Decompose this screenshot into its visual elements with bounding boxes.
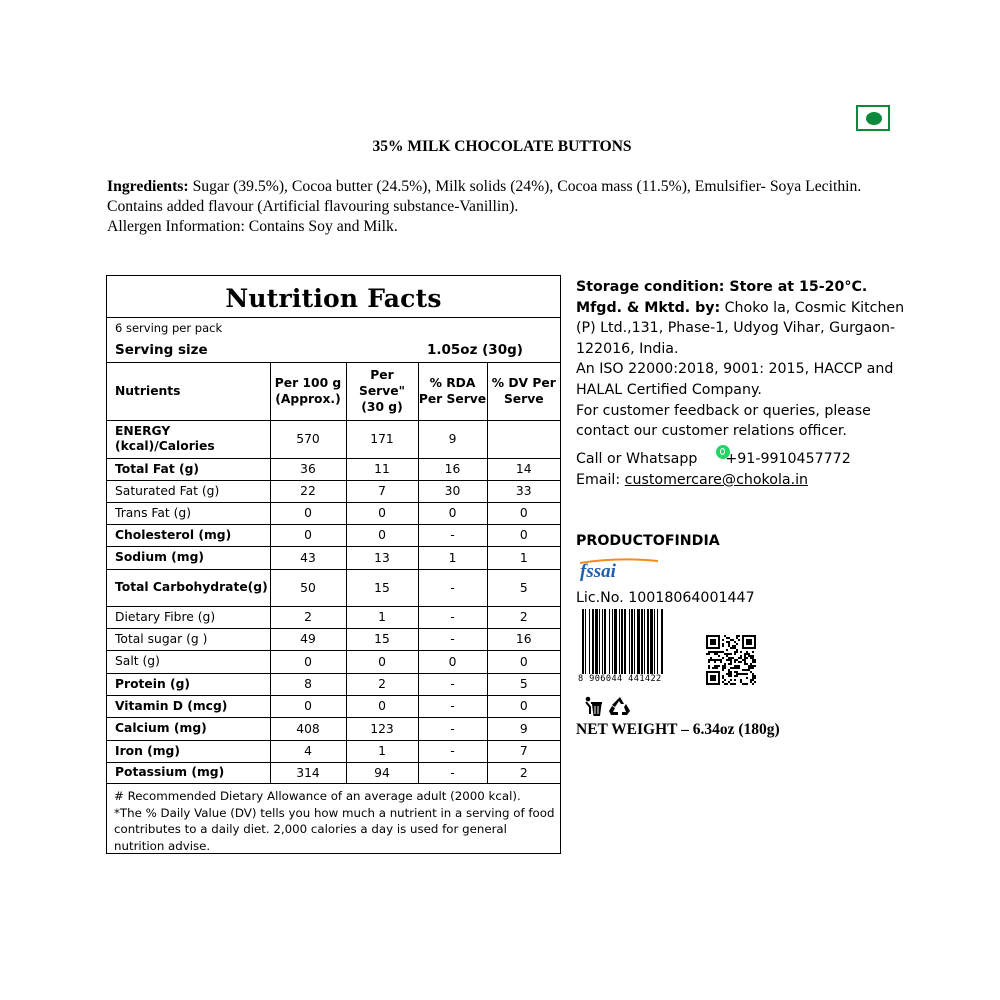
value-dv: 2 <box>487 762 560 783</box>
nutrient-name: Cholesterol (mg) <box>107 524 270 546</box>
svg-text:fssai: fssai <box>580 561 616 581</box>
value-per-100g: 0 <box>270 524 346 546</box>
veg-symbol-icon <box>856 105 890 131</box>
value-rda: 16 <box>418 458 487 480</box>
value-per-100g: 0 <box>270 650 346 673</box>
value-rda: - <box>418 762 487 783</box>
value-rda: - <box>418 717 487 740</box>
footnote-dv: *The % Daily Value (DV) tells you how much a nutrient in a serving of food contributes to a daily diet. 2,000 calories a day is used for general nutrition advise. <box>114 805 555 853</box>
table-row <box>107 673 560 695</box>
value-per-100g: 8 <box>270 673 346 695</box>
fssai-logo <box>578 557 662 581</box>
phone-line <box>576 451 851 467</box>
value-per-serve: 0 <box>346 695 418 717</box>
table-row <box>107 546 560 569</box>
storage-line <box>576 277 906 298</box>
nutrient-name: Calcium (mg) <box>107 717 270 740</box>
value-per-serve: 15 <box>346 569 418 606</box>
value-dv: 0 <box>487 650 560 673</box>
certification-text: An ISO 22000:2018, 9001: 2015, HACCP and HALAL Certified Company. <box>576 361 894 398</box>
header-per-serve: Per Serve" (30 g) <box>346 362 418 420</box>
ingredients-label: Ingredients: <box>107 178 189 195</box>
value-dv: 2 <box>487 606 560 628</box>
value-per-100g: 314 <box>270 762 346 783</box>
table-row <box>107 740 560 762</box>
value-per-100g: 2 <box>270 606 346 628</box>
nutrition-table <box>107 362 560 784</box>
value-per-serve: 123 <box>346 717 418 740</box>
value-per-serve: 94 <box>346 762 418 783</box>
value-dv: 14 <box>487 458 560 480</box>
value-per-100g: 0 <box>270 695 346 717</box>
header-per-100g: Per 100 g (Approx.) <box>270 362 346 420</box>
storage-label: Storage condition: <box>576 279 725 295</box>
table-row <box>107 502 560 524</box>
value-rda: - <box>418 695 487 717</box>
value-per-serve: 7 <box>346 480 418 502</box>
value-per-100g: 570 <box>270 420 346 458</box>
footnote-rda: # Recommended Dietary Allowance of an average adult (2000 kcal). <box>114 789 521 803</box>
nutrient-name: Total Carbohydrate(g) <box>107 569 270 606</box>
nutrient-name: ENERGY (kcal)/Calories <box>107 420 270 458</box>
nutrition-footnotes <box>114 788 556 854</box>
origin-label: PRODUCTOFINDIA <box>576 533 720 549</box>
recycle-icon <box>608 695 632 717</box>
value-rda: 1 <box>418 546 487 569</box>
value-per-100g: 43 <box>270 546 346 569</box>
value-dv: 7 <box>487 740 560 762</box>
value-per-100g: 49 <box>270 628 346 650</box>
table-row <box>107 628 560 650</box>
table-row <box>107 569 560 606</box>
serving-size-label: Serving size <box>115 342 208 358</box>
nutrition-facts-panel <box>106 275 561 854</box>
table-row <box>107 458 560 480</box>
nutrient-name: Sodium (mg) <box>107 546 270 569</box>
value-dv: 0 <box>487 524 560 546</box>
value-per-serve: 2 <box>346 673 418 695</box>
table-row <box>107 524 560 546</box>
nutrient-name: Vitamin D (mcg) <box>107 695 270 717</box>
value-per-100g: 50 <box>270 569 346 606</box>
value-per-serve: 11 <box>346 458 418 480</box>
value-dv <box>487 420 560 458</box>
value-dv: 5 <box>487 569 560 606</box>
table-row <box>107 717 560 740</box>
value-dv: 0 <box>487 502 560 524</box>
phone-number[interactable]: +91-9910457772 <box>725 451 851 467</box>
flavour-note: Contains added flavour (Artificial flavouring substance-Vanillin). <box>107 198 519 215</box>
value-per-100g: 36 <box>270 458 346 480</box>
value-rda: - <box>418 673 487 695</box>
value-dv: 33 <box>487 480 560 502</box>
product-title: 35% MILK CHOCOLATE BUTTONS <box>372 138 632 155</box>
header-dv: % DV Per Serve <box>487 362 560 420</box>
value-per-serve: 1 <box>346 606 418 628</box>
nutrient-name: Saturated Fat (g) <box>107 480 270 502</box>
qr-code <box>706 635 756 685</box>
ingredients-line <box>107 177 902 197</box>
nutrient-name: Total Fat (g) <box>107 458 270 480</box>
value-per-serve: 171 <box>346 420 418 458</box>
value-per-100g: 4 <box>270 740 346 762</box>
nutrient-name: Potassium (mg) <box>107 762 270 783</box>
feedback-text: For customer feedback or queries, please contact our customer relations officer. <box>576 402 871 440</box>
table-row <box>107 480 560 502</box>
whatsapp-label: Call or Whatsapp <box>576 451 698 467</box>
table-header-row <box>107 362 560 420</box>
email-line <box>576 472 808 488</box>
net-weight: NET WEIGHT – 6.34oz (180g) <box>576 721 780 738</box>
nutrient-name: Dietary Fibre (g) <box>107 606 270 628</box>
value-per-serve: 0 <box>346 502 418 524</box>
dustbin-icon <box>582 695 604 717</box>
value-per-serve: 1 <box>346 740 418 762</box>
serving-size-value: 1.05oz (30g) <box>427 342 523 358</box>
ingredients-block <box>107 177 902 237</box>
value-per-serve: 0 <box>346 524 418 546</box>
table-row <box>107 606 560 628</box>
nutrition-title: Nutrition Facts <box>225 284 442 313</box>
email-label: Email: <box>576 472 625 488</box>
manufacturer-line <box>576 298 906 360</box>
nutrient-name: Iron (mg) <box>107 740 270 762</box>
header-nutrients: Nutrients <box>107 362 270 420</box>
header-rda: % RDA Per Serve <box>418 362 487 420</box>
value-rda: - <box>418 740 487 762</box>
email-link[interactable]: customercare@chokola.in <box>624 472 809 488</box>
value-rda: - <box>418 606 487 628</box>
value-dv: 9 <box>487 717 560 740</box>
value-per-serve: 13 <box>346 546 418 569</box>
value-rda: - <box>418 524 487 546</box>
manufacturer-address: Choko la, Cosmic Kitchen (P) Ltd.,131, Phase-1, Udyog Vihar, Gurgaon-122016, India. <box>576 299 905 357</box>
value-rda: 0 <box>418 502 487 524</box>
ingredients-text: Sugar (39.5%), Cocoa butter (24.5%), Milk solids (24%), Cocoa mass (11.5%), Emulsifier- Soya Lecithin. <box>188 178 862 195</box>
table-row <box>107 695 560 717</box>
value-dv: 1 <box>487 546 560 569</box>
nutrient-name: Total sugar (g ) <box>107 628 270 650</box>
nutrient-name: Salt (g) <box>107 650 270 673</box>
value-rda: - <box>418 628 487 650</box>
table-row <box>107 762 560 783</box>
value-per-serve: 0 <box>346 650 418 673</box>
barcode-number: 8 906044 441422 <box>578 674 696 684</box>
table-row <box>107 420 560 458</box>
license-number: Lic.No. 10018064001447 <box>576 590 755 606</box>
storage-value: Store at 15-20°C. <box>724 279 868 295</box>
value-rda: 30 <box>418 480 487 502</box>
value-dv: 5 <box>487 673 560 695</box>
manufacturer-label: Mfgd. & Mktd. by: <box>576 299 721 316</box>
value-per-100g: 408 <box>270 717 346 740</box>
table-row <box>107 650 560 673</box>
divider <box>107 317 560 318</box>
value-dv: 16 <box>487 628 560 650</box>
manufacturer-info <box>576 277 906 442</box>
nutrient-name: Trans Fat (g) <box>107 502 270 524</box>
value-rda: 9 <box>418 420 487 458</box>
value-per-serve: 15 <box>346 628 418 650</box>
value-per-100g: 0 <box>270 502 346 524</box>
nutrient-name: Protein (g) <box>107 673 270 695</box>
value-rda: 0 <box>418 650 487 673</box>
value-rda: - <box>418 569 487 606</box>
allergen-info: Allergen Information: Contains Soy and Milk. <box>107 218 398 235</box>
value-per-100g: 22 <box>270 480 346 502</box>
value-dv: 0 <box>487 695 560 717</box>
servings-per-pack: 6 serving per pack <box>115 321 223 335</box>
